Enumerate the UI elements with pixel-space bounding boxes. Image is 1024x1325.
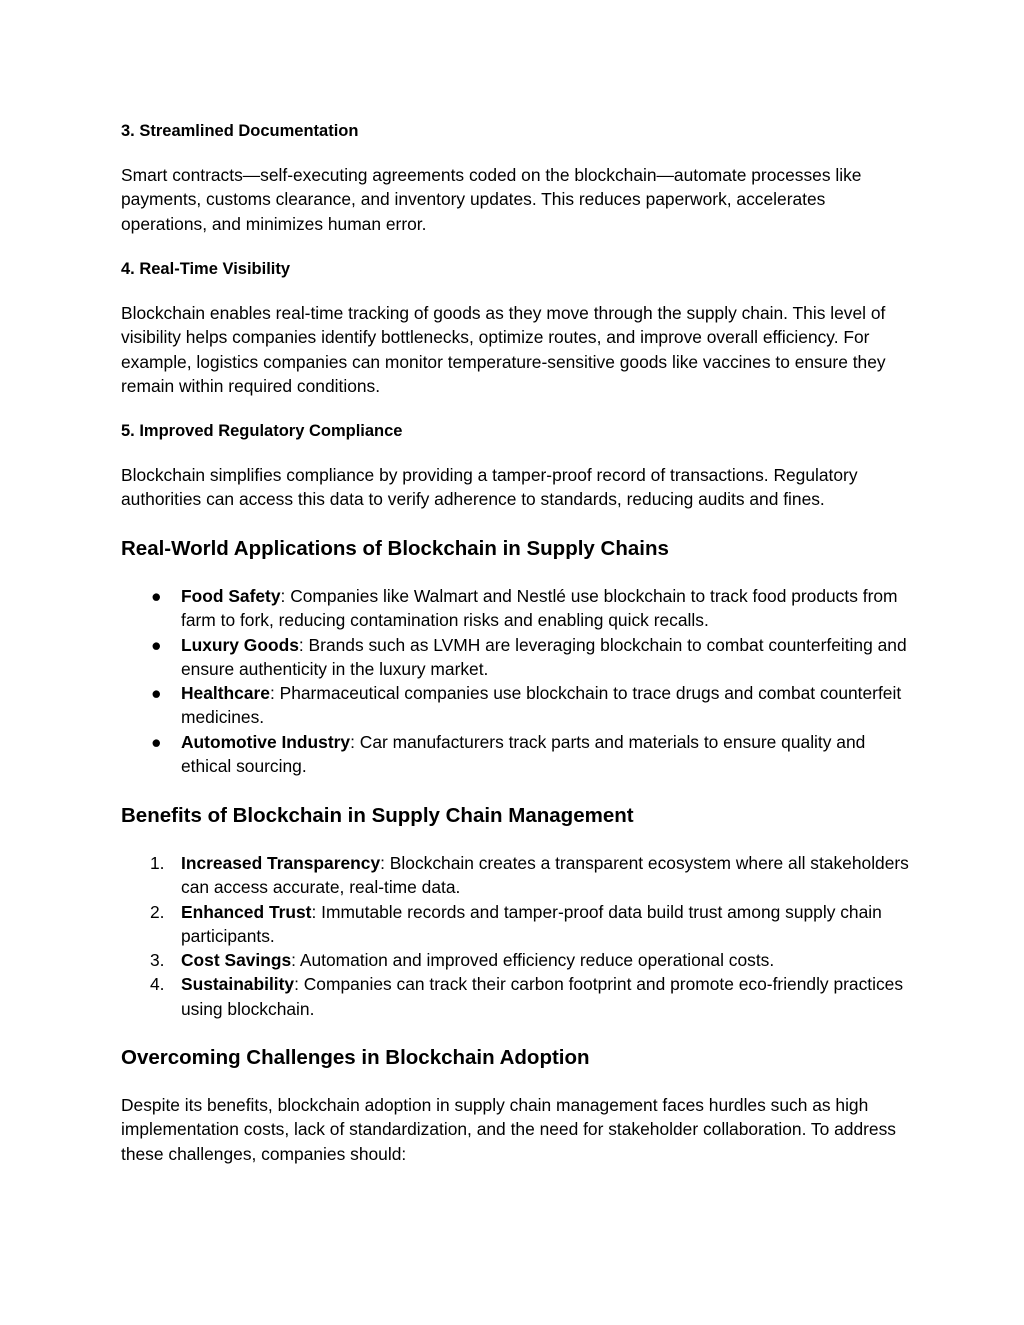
bullet-marker: ● — [151, 683, 162, 704]
list-item-term: Automotive Industry — [181, 731, 351, 752]
list-item — [121, 730, 911, 779]
bullet-marker: ● — [151, 634, 162, 655]
heading-overcoming-challenges: Overcoming Challenges in Blockchain Adoption — [121, 1046, 590, 1069]
heading-benefits: Benefits of Blockchain in Supply Chain Management — [121, 804, 634, 827]
list-item-text: : Car manufacturers track parts and materials to ensure quality and ethical sourcing. — [181, 731, 866, 777]
list-item-term: Increased Transparency — [181, 853, 381, 873]
list-number: 4. — [150, 974, 165, 995]
list-item — [121, 948, 911, 972]
list-item-term: Enhanced Trust — [181, 901, 312, 922]
heading-real-world-applications: Real-World Applications of Blockchain in Supply Chains — [121, 537, 669, 560]
list-item — [121, 900, 911, 949]
list-number: 3. — [150, 950, 165, 971]
list-item-term: Healthcare — [181, 683, 270, 704]
list-item-text: : Blockchain creates a transparent ecosystem where all stakeholders can access accurate, real-time data. — [181, 853, 909, 898]
bullet-marker: ● — [151, 586, 162, 606]
list-item — [121, 851, 911, 900]
bullet-marker: ● — [151, 731, 162, 752]
list-item-term: Sustainability — [181, 974, 295, 995]
paragraph-real-time-visibility: Blockchain enables real-time tracking of goods as they move through the supply chain. This level of visibility helps companies identify bottlenecks, optimize routes, and improve overall efficiency. For example, logistics companies can monitor temperature-sensitive goods like vaccines to ensure they remain within required conditions. — [121, 303, 886, 396]
paragraph-regulatory-compliance: Blockchain simplifies compliance by providing a tamper-proof record of transactions. Regulatory authorities can access this data to verify adherence to standards, reducing audits and fines. — [121, 465, 858, 510]
list-item-text: : Pharmaceutical companies use blockchain to trace drugs and combat counterfeit medicines. — [181, 683, 902, 728]
section-heading-streamlined-documentation: 3. Streamlined Documentation — [121, 122, 359, 140]
section-heading-real-time-visibility: 4. Real-Time Visibility — [121, 260, 291, 278]
paragraph-streamlined-documentation: Smart contracts—self-executing agreements coded on the blockchain—automate processes like payments, customs clearance, and inventory updates. This reduces paperwork, accelerates operations, and minimizes human error. — [121, 165, 862, 234]
paragraph-overcoming-challenges: Despite its benefits, blockchain adoption in supply chain management faces hurdles such as high implementation costs, lack of standardization, and the need for stakeholder collaboration. To address these challenges, companies should: — [121, 1095, 896, 1164]
list-item-text: : Companies like Walmart and Nestlé use blockchain to track food products from farm to fork, reducing contamination risks and enabling quick recalls. — [181, 586, 898, 631]
list-item-text: : Brands such as LVMH are leveraging blockchain to combat counterfeiting and ensure authenticity in the luxury market. — [181, 634, 907, 679]
list-item-text: : Immutable records and tamper-proof data build trust among supply chain participants. — [181, 901, 882, 946]
list-item — [121, 972, 911, 1021]
list-item — [121, 633, 911, 682]
list-item — [121, 584, 911, 633]
list-item-text: : Automation and improved efficiency reduce operational costs. — [291, 950, 775, 971]
list-item-term: Food Safety — [181, 586, 281, 606]
benefits-list — [121, 851, 911, 1021]
applications-list — [121, 584, 911, 778]
list-item-text: : Companies can track their carbon footprint and promote eco-friendly practices using blockchain. — [181, 974, 904, 1019]
list-item-term: Luxury Goods — [181, 634, 299, 655]
list-item — [121, 681, 911, 730]
section-heading-regulatory-compliance: 5. Improved Regulatory Compliance — [121, 422, 403, 440]
list-number: 2. — [150, 901, 165, 922]
list-number: 1. — [150, 853, 165, 873]
list-item-term: Cost Savings — [181, 950, 292, 971]
